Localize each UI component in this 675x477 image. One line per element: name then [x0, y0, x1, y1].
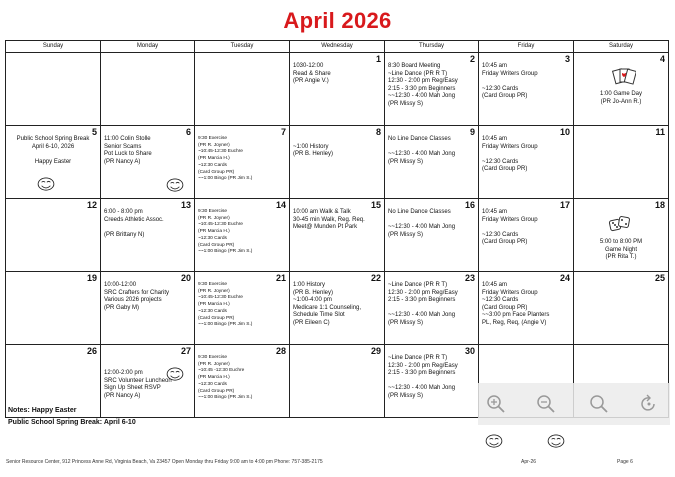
day-events: 10:45 am Friday Writers Group ~12:30 Cards (Card Group PR) ~~3:00 pm Face Planters PL, Reg, Req, (Angie V): [482, 282, 550, 326]
footer-address: Senior Resource Center, 912 Princess Anne Rd, Virginia Beach, Va 23457 Open Monday thru Friday 9:00 am to 4:00 pm Phone: 757-385-2175: [6, 459, 323, 465]
day-number: 11: [655, 127, 665, 137]
day-number: 28: [275, 346, 286, 356]
calendar-day-cell: [6, 53, 101, 126]
day-events: 6:00 - 8:00 pm Creeds Athletic Assoc. (PR Brittany N): [104, 209, 164, 238]
calendar-day-cell: [385, 199, 479, 272]
calendar-day-cell: [195, 272, 290, 345]
day-events: 10:00-12:00 SRC Crafters for Charity Various 2026 projects (PR Gaby M): [104, 282, 170, 311]
calendar-day-cell: [479, 53, 574, 126]
day-events: 10:45 am Friday Writers Group ~12:30 Cards (Card Group PR): [482, 63, 538, 100]
day-events: 10:00 am Walk & Talk 30-45 min Walk, Reg. Req. Meet@ Munden Pt Park: [293, 209, 365, 231]
day-events: 1030-12:00 Read & Share (PR Angie V.): [293, 63, 331, 85]
calendar-day-cell: [385, 345, 479, 418]
calendar-day-cell: [195, 345, 290, 418]
day-number: 16: [464, 200, 475, 210]
day-number: 24: [559, 273, 570, 283]
footer-page: Page 6: [617, 459, 633, 465]
smiley-face-icon: [485, 434, 503, 448]
smiley-face-icon: [166, 178, 184, 192]
day-number: 13: [180, 200, 191, 210]
day-events: 9:30 Exercise (PR R. Joyner) ~10:45 -12:30 Euchre (PR Marcia H.) ~12:30 Cards (Card Group PR) ~~1:00 Bingo (PR Jim S.): [198, 355, 253, 401]
notes-line-easter: Notes: Happy Easter: [8, 407, 77, 414]
day-number: 29: [370, 346, 381, 356]
day-number: 15: [370, 200, 381, 210]
day-number: 10: [559, 127, 570, 137]
day-events: 9:30 Exercise (PR R. Joyner) ~10:45-12:30 Euchre (PR Marcia H.) ~12:30 Cards (Card Group PR) ~~1:00 Bingo (PR Jim S.): [198, 136, 253, 182]
search-icon[interactable]: [588, 393, 610, 415]
smiley-face-icon: [547, 434, 565, 448]
calendar-day-cell: [479, 272, 574, 345]
weekday-monday: Monday: [101, 41, 195, 53]
calendar-day-cell: [574, 126, 669, 199]
day-events: 10:45 am Friday Writers Group ~12:30 Cards (Card Group PR): [482, 136, 538, 173]
day-number: 27: [180, 346, 191, 356]
day-number: 2: [469, 54, 475, 64]
day-events: No Line Dance Classes ~~12:30 - 4:00 Mah Jong (PR Missy S): [388, 136, 456, 165]
day-events: 1:00 Game Day (PR Jo-Ann R.): [599, 91, 643, 105]
day-number: 19: [86, 273, 97, 283]
calendar-day-cell: [385, 53, 479, 126]
calendar-day-cell: [574, 272, 669, 345]
zoom-out-icon[interactable]: [535, 393, 557, 415]
day-number: 23: [464, 273, 475, 283]
weekday-saturday: Saturday: [574, 41, 669, 53]
day-events: Public School Spring Break April 6-10, 2026 Happy Easter: [16, 136, 90, 165]
calendar-day-cell: [385, 272, 479, 345]
smiley-face-icon: [166, 367, 184, 381]
day-number: 7: [280, 127, 286, 137]
calendar-day-cell: [101, 272, 195, 345]
day-number: 30: [464, 346, 475, 356]
calendar-week-row: [6, 53, 669, 126]
smiley-face-icon: [37, 177, 55, 191]
playing-cards-icon: [612, 67, 636, 85]
day-number: 26: [86, 346, 97, 356]
calendar-day-cell: [6, 199, 101, 272]
day-events: ~Line Dance (PR R T) 12:30 - 2:00 pm Reg/Easy 2:15 - 3:30 pm Beginners ~~12:30 - 4:00 Mah Jong (PR Missy S): [388, 355, 458, 399]
day-events: 9:30 Exercise (PR R. Joyner) ~10:45-12:30 Euchre (PR Marcia H.) ~12:30 Cards (Card Group PR) ~~1:00 Bingo (PR Jim S.): [198, 282, 253, 328]
day-events: ~1:00 History (PR B. Henley): [293, 143, 334, 158]
day-events: 10:45 am Friday Writers Group ~12:30 Cards (Card Group PR): [482, 209, 538, 246]
calendar-day-cell: [6, 272, 101, 345]
notes-line-spring-break: Public School Spring Break: April 6-10: [8, 419, 136, 426]
day-events: 12:00-2:00 pm SRC Volunteer Luncheon Sign Up Sheet RSVP (PR Nancy A): [104, 370, 172, 399]
viewer-toolbar: [478, 383, 670, 425]
weekday-friday: Friday: [479, 41, 574, 53]
rotate-icon[interactable]: [638, 393, 660, 415]
calendar-day-cell: [290, 199, 385, 272]
weekday-wednesday: Wednesday: [290, 41, 385, 53]
day-number: 6: [185, 127, 191, 137]
page-title: April 2026: [283, 8, 392, 33]
day-number: 12: [86, 200, 97, 210]
calendar-day-cell: [290, 126, 385, 199]
day-number: 14: [275, 200, 286, 210]
calendar-day-cell: [290, 272, 385, 345]
weekday-tuesday: Tuesday: [195, 41, 290, 53]
day-number: 18: [654, 200, 665, 210]
calendar-day-cell: [574, 199, 669, 272]
calendar-day-cell: [195, 199, 290, 272]
calendar-day-cell: [290, 345, 385, 418]
dice-icon: [608, 214, 632, 232]
day-events: 1:00 History (PR B. Henley) ~1:00-4:00 pm Medicare 1:1 Counseling, Schedule Time Slot (PR Eileen C): [293, 282, 362, 326]
calendar-day-cell: [101, 199, 195, 272]
calendar-day-cell: [479, 126, 574, 199]
footer-month: Apr-26: [521, 459, 537, 465]
calendar-grid: [5, 40, 669, 418]
day-number: 3: [564, 54, 570, 64]
day-events: 5:00 to 8:00 PM Game Night (PR Rita T.): [599, 239, 643, 261]
day-number: 25: [654, 273, 665, 283]
notes-section: [8, 405, 136, 429]
calendar-day-cell: [385, 126, 479, 199]
zoom-in-icon[interactable]: [485, 393, 507, 415]
day-number: 20: [180, 273, 191, 283]
day-number: 1: [375, 54, 381, 64]
calendar-day-cell: [574, 53, 669, 126]
day-events: 11:00 Colin Stolle Senior Scams Pot Luck to Share (PR Nancy A): [104, 136, 152, 165]
weekday-sunday: Sunday: [6, 41, 101, 53]
calendar-day-cell: [479, 199, 574, 272]
calendar-day-cell: [195, 53, 290, 126]
calendar-day-cell: [290, 53, 385, 126]
calendar-day-cell: [101, 53, 195, 126]
day-number: 21: [275, 273, 286, 283]
calendar-day-cell: [195, 126, 290, 199]
calendar-week-row: [6, 272, 669, 345]
weekday-thursday: Thursday: [385, 41, 479, 53]
day-number: 4: [659, 54, 665, 64]
day-events: 9:30 Exercise (PR R. Joyner) ~10:45-12:30 Euchre (PR Marcia H.) ~12:30 Cards (Card Group PR) ~~1:00 Bingo (PR Jim S.): [198, 209, 253, 255]
day-number: 5: [91, 127, 97, 137]
day-events: ~Line Dance (PR R T) 12:30 - 2:00 pm Reg/Easy 2:15 - 3:30 pm Beginners ~~12:30 - 4:00 Mah Jong (PR Missy S): [388, 282, 458, 326]
day-number: 17: [559, 200, 570, 210]
day-number: 9: [469, 127, 475, 137]
day-events: 8:30 Board Meeting ~Line Dance (PR R T) 12:30 - 2:00 pm Reg/Easy 2:15 - 3:30 pm Beginners ~~12:30 - 4:00 Mah Jong (PR Missy S): [388, 63, 458, 107]
calendar-week-row: [6, 126, 669, 199]
day-events: No Line Dance Classes ~~12:30 - 4:00 Mah Jong (PR Missy S): [388, 209, 456, 238]
day-number: 8: [375, 127, 381, 137]
calendar-week-row: [6, 199, 669, 272]
day-number: 22: [370, 273, 381, 283]
